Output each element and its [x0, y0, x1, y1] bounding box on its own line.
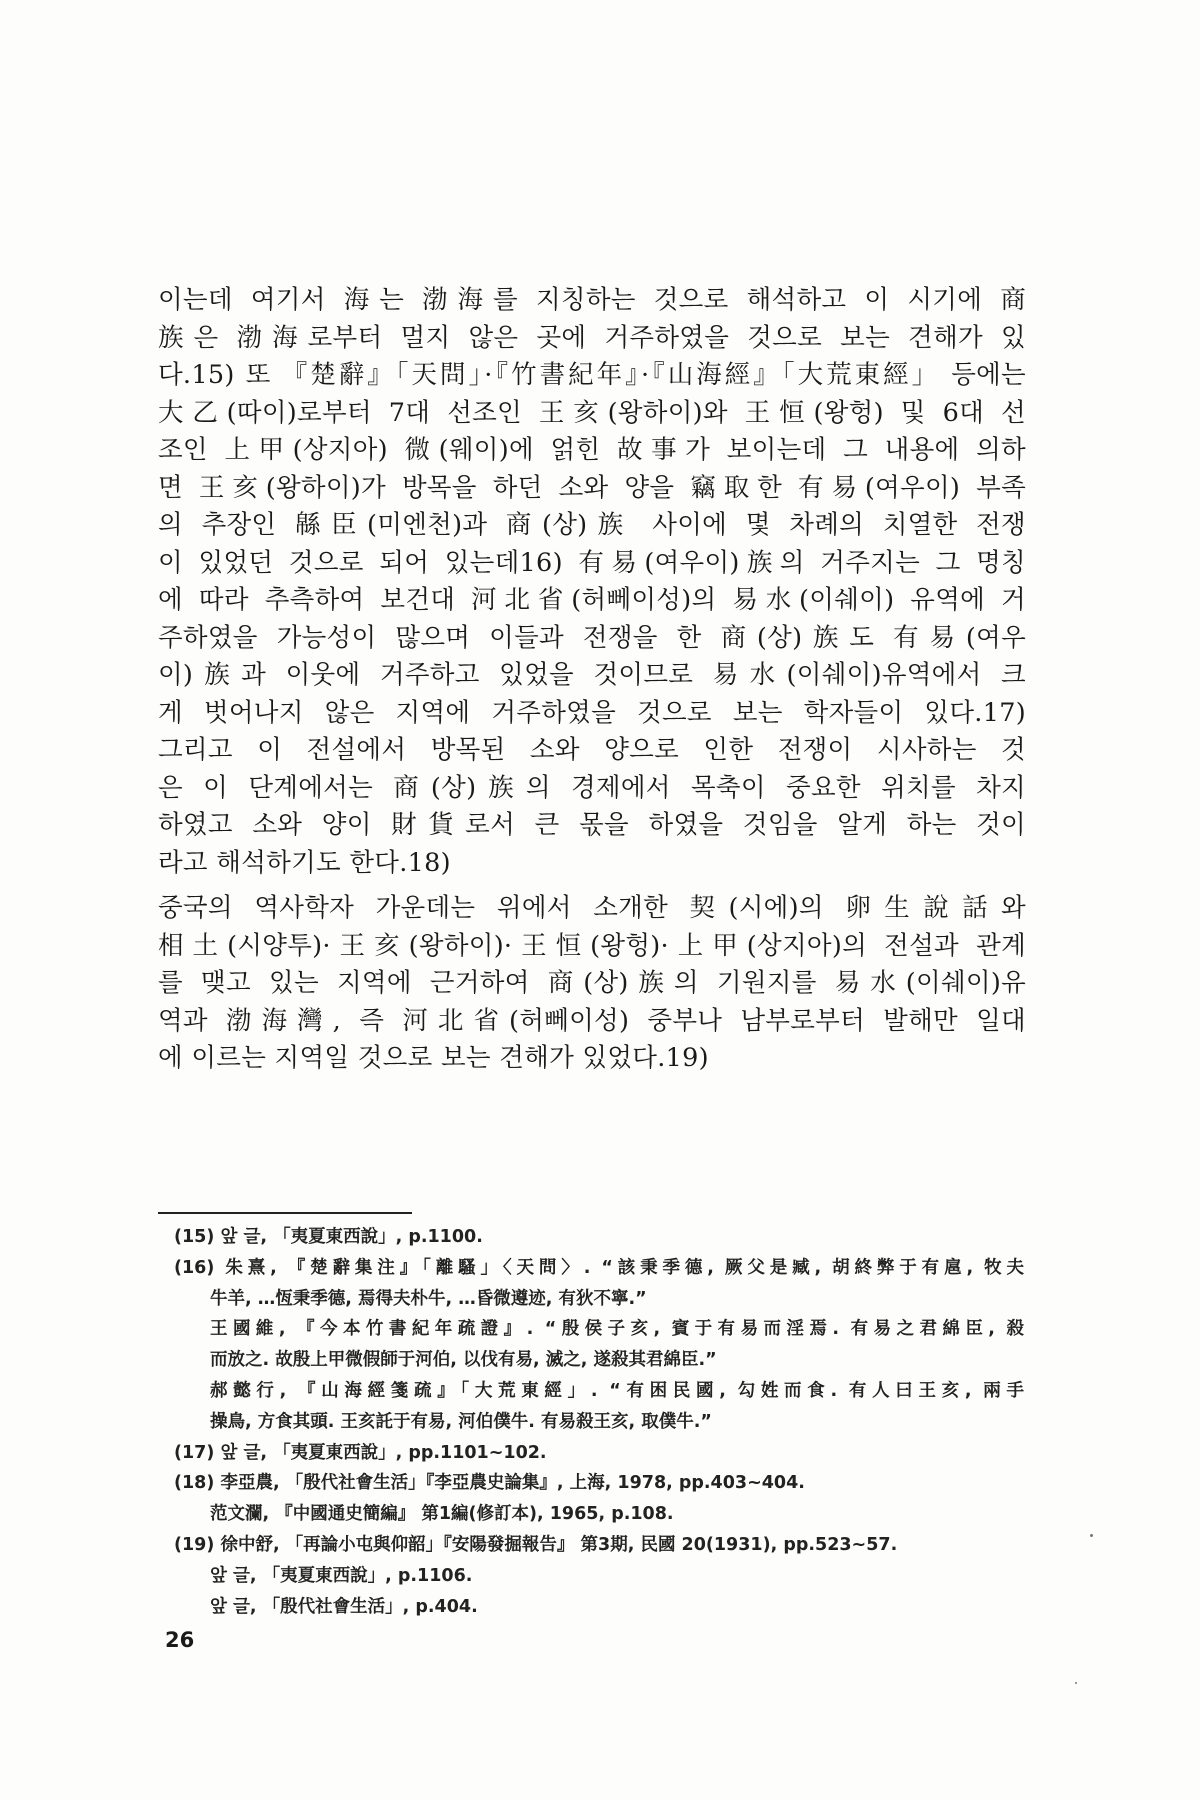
body-line: 이 있었던 것으로 되어 있는데16) 有易(여우이)族의 거주지는 그 명칭	[158, 547, 1026, 578]
body-line: 族은 渤海로부터 멀지 않은 곳에 거주하였을 것으로 보는 견해가 있	[158, 322, 1026, 353]
body-line: 相土(시양투)·王亥(왕하이)·王恒(왕헝)·上甲(상지아)의 전설과 관계	[158, 930, 1026, 961]
body-line: 이는데 여기서 海는 渤海를 지칭하는 것으로 해석하고 이 시기에 商	[158, 285, 1026, 315]
body-line: 이)族과 이웃에 거주하고 있었을 것이므로 易水(이쉐이)유역에서 크	[158, 660, 1026, 690]
body-line: 주하였을 가능성이 많으며 이들과 전쟁을 한 商(상)族도 有易(여우	[158, 622, 1026, 653]
body-line: 에 따라 추측하여 보건대 河北省(허뻬이성)의 易水(이쉐이) 유역에 거	[158, 585, 1026, 615]
body-line: 大乙(따이)로부터 7대 선조인 王亥(왕하이)와 王恒(왕헝) 및 6대 선	[158, 397, 1026, 428]
footnote-line: (18) 李亞農, 「殷代社會生活」『李亞農史論集』, 上海, 1978, pp.403~404.	[174, 1473, 805, 1494]
footnote-line: 王國維, 『今本竹書紀年疏證』. “殷侯子亥, 賓于有易而淫焉. 有易之君綿臣, 殺	[210, 1319, 1024, 1340]
body-line: 면 王亥(왕하이)가 방목을 하던 소와 양을 竊取한 有易(여우이) 부족	[158, 472, 1026, 503]
footnote-line: 而放之. 故殷上甲微假師于河伯, 以伐有易, 滅之, 遂殺其君綿臣.”	[210, 1350, 717, 1371]
footnote-line: 앞 글, 「殷代社會生活」, p.404.	[210, 1596, 478, 1617]
body-line: 하였고 소와 양이 財貨로서 큰 몫을 하였을 것임을 알게 하는 것이	[158, 810, 1026, 840]
footnotes	[174, 1222, 1024, 1622]
footnote-line: 牛羊, …恆秉季德, 焉得夫朴牛, …昏微遵迹, 有狄不寧.”	[210, 1288, 647, 1309]
body-line: 은 이 단계에서는 商(상)族의 경제에서 목축이 중요한 위치를 차지	[158, 772, 1026, 803]
footnote-line: 范文瀾, 『中國通史簡編』 第1編(修訂本), 1965, p.108.	[210, 1504, 674, 1525]
body-line: 게 벗어나지 않은 지역에 거주하였을 것으로 보는 학자들이 있다.17)	[158, 697, 1026, 728]
footnote-line: (17) 앞 글, 「夷夏東西說」, pp.1101~102.	[174, 1442, 547, 1463]
body-line: 의 추장인 緜臣(미엔천)과 商(상)族 사이에 몇 차례의 치열한 전쟁	[158, 510, 1026, 540]
footnote-line: (15) 앞 글, 「夷夏東西說」, p.1100.	[174, 1227, 483, 1247]
body-line: 라고 해석하기도 한다.18)	[158, 847, 451, 878]
body-line: 역과 渤海灣, 즉 河北省(허뻬이성) 중부나 남부로부터 발해만 일대	[158, 1005, 1026, 1036]
body-line: 중국의 역사학자 가운데는 위에서 소개한 契(시에)의 卵生說話와	[158, 893, 1026, 923]
footnote-line: (19) 徐中舒, 「再論小屯與仰韶」『安陽發掘報告』 第3期, 民國 20(1931), pp.523~57.	[174, 1534, 898, 1555]
scan-speck	[1075, 1682, 1077, 1684]
scan-speck	[1090, 1534, 1093, 1537]
body-line: 에 이르는 지역일 것으로 보는 견해가 있었다.19)	[158, 1043, 709, 1073]
footnote-line: (16) 朱熹, 『楚辭集注』「離騷」〈天問〉. “該秉季德, 厥父是臧, 胡終弊于有扈, 牧夫	[174, 1257, 1024, 1278]
body-text	[158, 282, 1026, 1078]
page-number: 26	[165, 1628, 195, 1652]
body-line: 그리고 이 전설에서 방목된 소와 양으로 인한 전쟁이 시사하는 것	[158, 735, 1026, 765]
body-line: 를 맺고 있는 지역에 근거하여 商(상)族의 기원지를 易水(이쉐이)유	[158, 968, 1026, 998]
footnote-divider	[158, 1212, 412, 1214]
footnote-line: 郝懿行, 『山海經箋疏』「大荒東經」. “有困民國, 勾姓而食. 有人曰王亥, 兩手	[210, 1380, 1024, 1401]
footnote-line: 앞 글, 「夷夏東西說」, p.1106.	[210, 1565, 473, 1586]
body-line: 다.15) 또 『楚辭』「天問」·『竹書紀年』·『山海經』「大荒東經」 등에는	[158, 360, 1026, 390]
footnote-line: 操鳥, 方食其頭. 王亥託于有易, 河伯僕牛. 有易殺王亥, 取僕牛.”	[210, 1411, 712, 1432]
body-line: 조인 上甲(상지아) 微(웨이)에 얽힌 故事가 보이는데 그 내용에 의하	[158, 435, 1026, 465]
